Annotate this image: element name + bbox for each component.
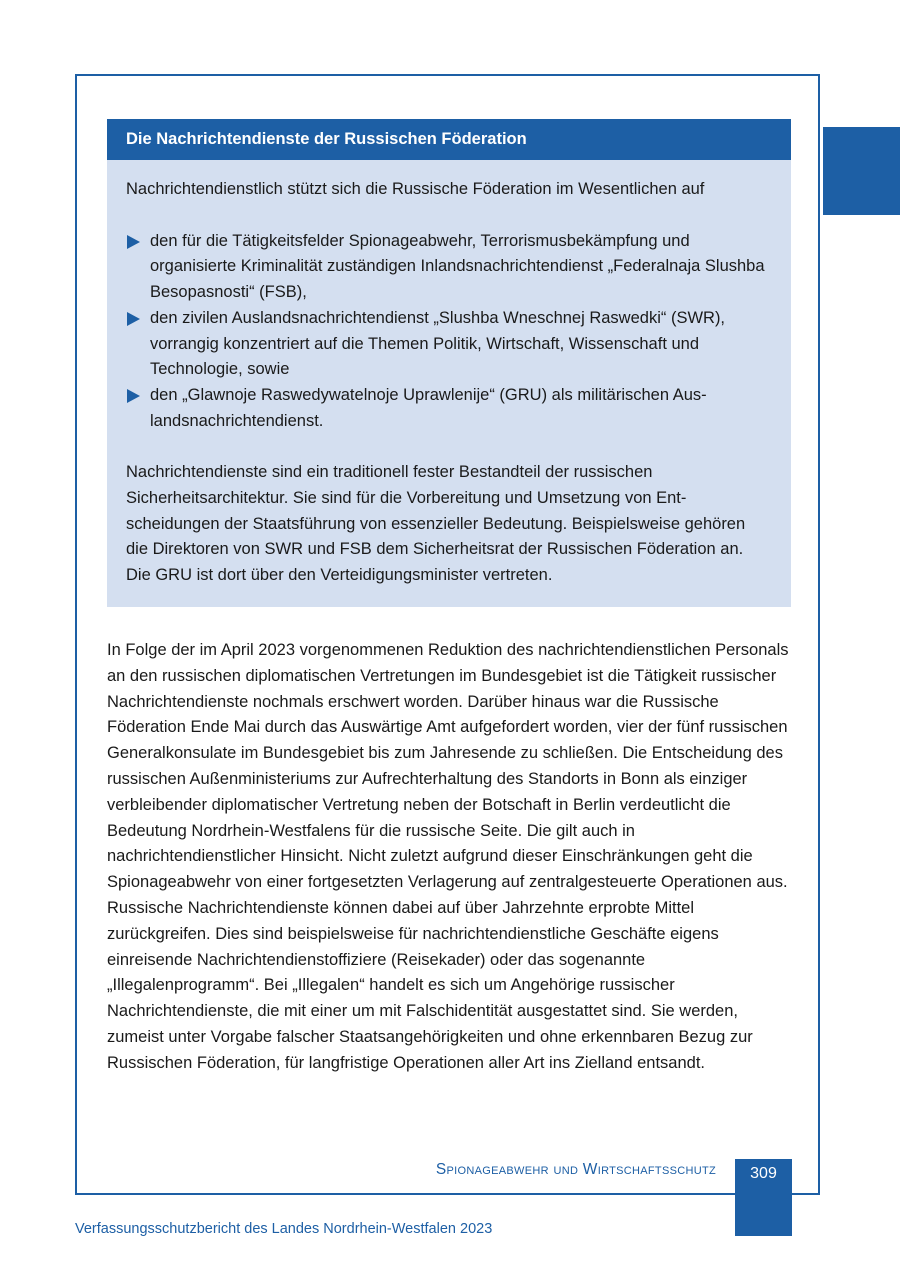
agency-list xyxy=(126,229,771,435)
info-box-closing-paragraph: Nachrichtendienste sind ein traditionell fester Bestandteil der russischen Sicherheitsarchitektur. Sie sind für die Vorbereitung und Umsetzung von Entscheidungen der Staatsführung von essenzieller Bedeutung. Beispielsweise gehören die Direktoren von SWR und FSB dem Sicherheitsrat der Russischen Föderation an. Die GRU ist dort über den Verteidigungsminister vertreten. xyxy=(126,463,746,585)
chapter-tab-marker xyxy=(823,127,900,215)
list-item-text: den zivilen Auslandsnachrichtendienst „Slushba Wneschnej Raswedki“ (SWR), vorrangig konzentriert auf die Themen Politik, Wirtschaft, Wissenschaft und Technologie, sowie xyxy=(150,308,726,379)
report-caption: Verfassungsschutzbericht des Landes Nordrhein-Westfalen 2023 xyxy=(75,1221,493,1237)
list-item xyxy=(126,383,771,434)
body-paragraph: In Folge der im April 2023 vorgenommenen Reduktion des nachrichtendienstlichen Personals an den russischen diplomatischen Vertretungen im Bundesgebiet ist die Tätigkeit russischer Nachrichtendienste nochmals erschwert worden. Darüber hinaus war die Russische Föderation Ende Mai durch das Auswärtige Amt aufgefordert worden, vier der fünf russischen Generalkonsulate im Bundesgebiet bis zum Jahresende zu schließen. Die Entscheidung des russischen Außenministeriums zur Aufrechterhaltung des Standorts in Bonn als einziger verbleibender diplomatischer Vertretung neben der Botschaft in Berlin verdeutlicht die Bedeutung Nordrhein-Westfalens für die russische Seite. Die gilt auch in nachrichtendienstlicher Hinsicht. Nicht zuletzt aufgrund dieser Einschränkungen geht die Spionageabwehr von einer fortgesetzten Verlagerung auf zentralgesteuerte Operationen aus. Russische Nachrichtendienste können dabei auf über Jahrzehnte erprobte Mittel zurückgreifen. Dies sind beispielsweise für nachrichtendienstliche Geschäfte eigens einreisende Nachrichtendienstoffiziere (Reisekader) oder das sogenannte „Illegalenprogramm“. Bei „Illegalen“ handelt es sich um Angehörige russischer Nachrichtendienste, die mit einer um mit Falschidentität ausgestattet sind. Sie werden, zumeist unter Vorgabe falscher Staatsangehörigkeiten und ohne erkennbaren Bezug zur Russischen Föderation, für langfristige Operationen aller Art ins Zielland entsandt. xyxy=(107,641,789,1072)
info-box-body xyxy=(107,160,791,589)
list-item xyxy=(126,306,771,383)
list-item-text: den für die Tätigkeitsfelder Spionageabwehr, Terrorismusbekämpfung und organisierte Kriminalität zuständigen Inlandsnachrichtendienst „Federalnaja Slushba Besopasnosti“ (FSB), xyxy=(150,231,765,302)
list-item xyxy=(126,229,771,306)
info-box-intro: Nachrichtendienstlich stützt sich die Russische Föderation im Wesentlichen auf xyxy=(126,180,705,198)
info-box-title: Die Nachrichtendienste der Russischen Föderation xyxy=(107,119,791,160)
triangle-bullet-icon xyxy=(127,389,140,403)
triangle-bullet-icon xyxy=(127,312,140,326)
section-title: Spionageabwehr und Wirtschaftsschutz xyxy=(435,1161,716,1178)
list-item-text: den „Glawnoje Raswedywatelnoje Uprawlenije“ (GRU) als militärischen Auslandsnachrichtendienst. xyxy=(150,385,707,430)
info-box xyxy=(107,119,791,607)
page-number-box xyxy=(735,1159,792,1236)
page-number: 309 xyxy=(750,1165,777,1182)
triangle-bullet-icon xyxy=(127,235,140,249)
